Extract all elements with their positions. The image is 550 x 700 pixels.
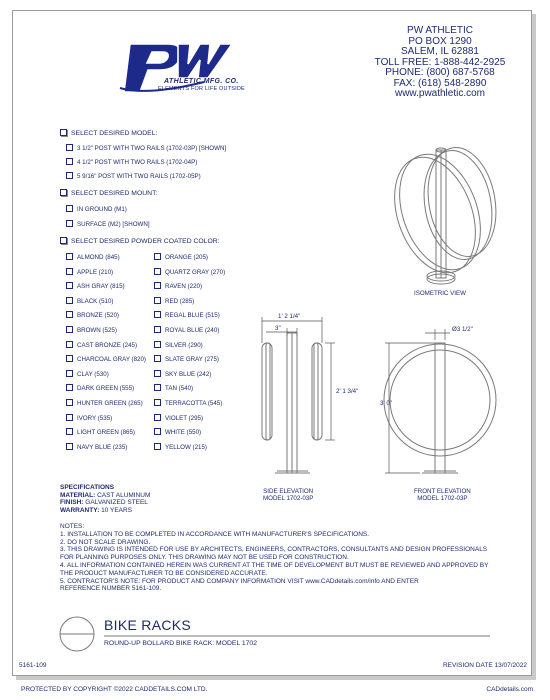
color-label: TAN (540) bbox=[165, 385, 194, 393]
color-label: NAVY BLUE (235) bbox=[77, 443, 128, 451]
color-label: SLATE GRAY (275) bbox=[165, 356, 219, 364]
company-po-box: PO BOX 1290 bbox=[408, 35, 472, 47]
front-elevation-caption: FRONT ELEVATION MODEL 1702-03P bbox=[414, 488, 471, 502]
color-label: CHARCOAL GRAY (820) bbox=[77, 356, 146, 364]
logo-tagline: ATHLETIC MFG. CO. bbox=[164, 78, 239, 85]
specifications-heading: SPECIFICATIONS bbox=[60, 484, 115, 491]
color-label: ASH GRAY (815) bbox=[77, 283, 125, 291]
color-label: VIOLET (295) bbox=[165, 414, 204, 422]
side-elevation-drawing bbox=[262, 333, 322, 473]
document-number: 5161-109 bbox=[19, 662, 47, 669]
dimension-lines bbox=[262, 317, 450, 473]
notes-heading: NOTES: bbox=[60, 523, 85, 530]
note-line: 4. ALL INFORMATION CONTAINED HEREIN WAS CURRENT AT THE TIME OF DEVELOPMENT BUT MUST BE REVIEWED AND APPROVED BY bbox=[60, 561, 489, 569]
notes-block bbox=[60, 523, 488, 593]
dimension-overall-width: 1' 2 1/4" bbox=[278, 313, 301, 320]
company-city: SALEM, IL 62881 bbox=[400, 46, 479, 57]
model-option-1[interactable]: 3 1/2" POST WITH TWO RAILS (1702-03P) [SHOWN] bbox=[66, 144, 226, 152]
copyright-notice: PROTECTED BY COPYRIGHT ©2022 CADDETAILS.COM LTD. bbox=[21, 686, 208, 693]
color-label: LIGHT GREEN (865) bbox=[77, 429, 135, 437]
color-label: ROYAL BLUE (240) bbox=[165, 327, 220, 334]
color-label: IVORY (535) bbox=[77, 414, 113, 422]
note-line: 2. DO NOT SCALE DRAWING. bbox=[60, 538, 151, 546]
model-section-heading[interactable]: SELECT DESIRED MODEL: bbox=[60, 129, 157, 137]
color-label: ALMOND (845) bbox=[77, 254, 120, 261]
color-section-heading[interactable]: SELECT DESIRED POWDER COATED COLOR: bbox=[60, 237, 220, 245]
color-label: REGAL BLUE (515) bbox=[165, 312, 220, 320]
model-option-3[interactable]: 5 9/16" POST WITH TWO RAILS (1702-05P) bbox=[66, 172, 201, 180]
note-line: 5. CONTRACTOR'S NOTE: FOR PRODUCT AND COMPANY INFORMATION VISIT www.CADdetails.com/info AND ENTER bbox=[60, 577, 419, 585]
color-label: ORANGE (205) bbox=[165, 254, 208, 261]
color-label: DARK GREEN (555) bbox=[77, 385, 135, 393]
specifications-block: SPECIFICATIONS MATERIAL: CAST ALUMINUM FINISH: GALVANIZED STEEL WARRANTY: 10 YEARS bbox=[60, 484, 151, 514]
color-label: RAVEN (220) bbox=[165, 283, 203, 291]
color-label: BRONZE (520) bbox=[77, 312, 119, 320]
dimension-rail-height: 2' 1 3/4" bbox=[336, 388, 359, 395]
company-name: PW ATHLETIC bbox=[407, 25, 473, 36]
note-line: REFERENCE NUMBER 5161-109. bbox=[60, 585, 162, 593]
note-line: FOR PLANNING PURPOSES ONLY. THIS DRAWING MAY NOT BE USED FOR CONSTRUCTION. bbox=[60, 554, 349, 562]
dimension-post-width: 3" bbox=[275, 325, 281, 332]
color-label: WHITE (550) bbox=[165, 429, 202, 437]
warranty-value: 10 YEARS bbox=[101, 506, 133, 514]
model-option-2[interactable]: 4 1/2" POST WITH TWO RAILS (1702-04P) bbox=[66, 158, 197, 166]
isometric-view-caption: ISOMETRIC VIEW bbox=[414, 290, 466, 297]
note-line: THE PRODUCT MANUFACTURER TO BE CONSIDERED ACCURATE. bbox=[60, 569, 268, 577]
company-toll-free: TOLL FREE: 1-888-442-2925 bbox=[374, 56, 506, 68]
drawing-subtitle: ROUND-UP BOLLARD BIKE RACK: MODEL 1702 bbox=[104, 640, 257, 647]
revision-date: REVISION DATE 13/07/2022 bbox=[442, 662, 527, 669]
color-label: SILVER (290) bbox=[165, 341, 203, 349]
color-label: CLAY (530) bbox=[77, 370, 109, 378]
mount-option-2[interactable]: SURFACE (M2) [SHOWN] bbox=[66, 220, 150, 228]
material-value: CAST ALUMINUM bbox=[97, 491, 151, 499]
color-label: BLACK (510) bbox=[77, 297, 114, 305]
dimension-total-height: 3' 0" bbox=[380, 400, 392, 407]
mount-option-1[interactable]: IN GROUND (M1) bbox=[66, 205, 127, 213]
logo-slogan: ELEMENTS FOR LIFE OUTSIDE bbox=[158, 86, 245, 92]
dimension-diameter: Ø3 1/2" bbox=[452, 326, 473, 333]
company-phone: PHONE: (800) 687-5768 bbox=[385, 67, 495, 78]
color-label: QUARTZ GRAY (270) bbox=[165, 268, 226, 276]
color-label: RED (285) bbox=[165, 297, 195, 305]
note-line: 3. THIS DRAWING IS INTENDED FOR USE BY ARCHITECTS, ENGINEERS, CONTRACTORS, CONSULTANTS AND DESIGN PROFESSIONALS bbox=[60, 546, 488, 554]
title-block-circle bbox=[60, 617, 94, 651]
color-label: HUNTER GREEN (265) bbox=[77, 400, 143, 407]
color-label: TERRACOTTA (545) bbox=[165, 400, 223, 407]
color-label: CAST BRONZE (245) bbox=[77, 341, 138, 349]
color-label: APPLE (210) bbox=[77, 268, 114, 276]
caddetails-link[interactable]: CADdetails.com bbox=[486, 686, 533, 693]
company-fax: FAX: (618) 548-2890 bbox=[393, 77, 487, 89]
drawing-title: BIKE RACKS bbox=[104, 617, 192, 633]
isometric-view-drawing bbox=[380, 142, 504, 284]
color-label: SKY BLUE (242) bbox=[165, 370, 212, 378]
mount-section-heading[interactable]: SELECT DESIRED MOUNT: bbox=[60, 189, 157, 197]
note-line: 1. INSTALLATION TO BE COMPLETED IN ACCORDANCE WITH MANUFACTURER'S SPECIFICATIONS. bbox=[60, 530, 370, 538]
color-label: BROWN (525) bbox=[77, 327, 117, 334]
company-website[interactable]: www.pwathletic.com bbox=[394, 88, 486, 99]
front-elevation-drawing bbox=[384, 343, 496, 473]
finish-value: GALVANIZED STEEL bbox=[85, 499, 148, 507]
side-elevation-caption: SIDE ELEVATION MODEL 1702-03P bbox=[263, 488, 314, 502]
color-label: YELLOW (215) bbox=[165, 443, 207, 451]
